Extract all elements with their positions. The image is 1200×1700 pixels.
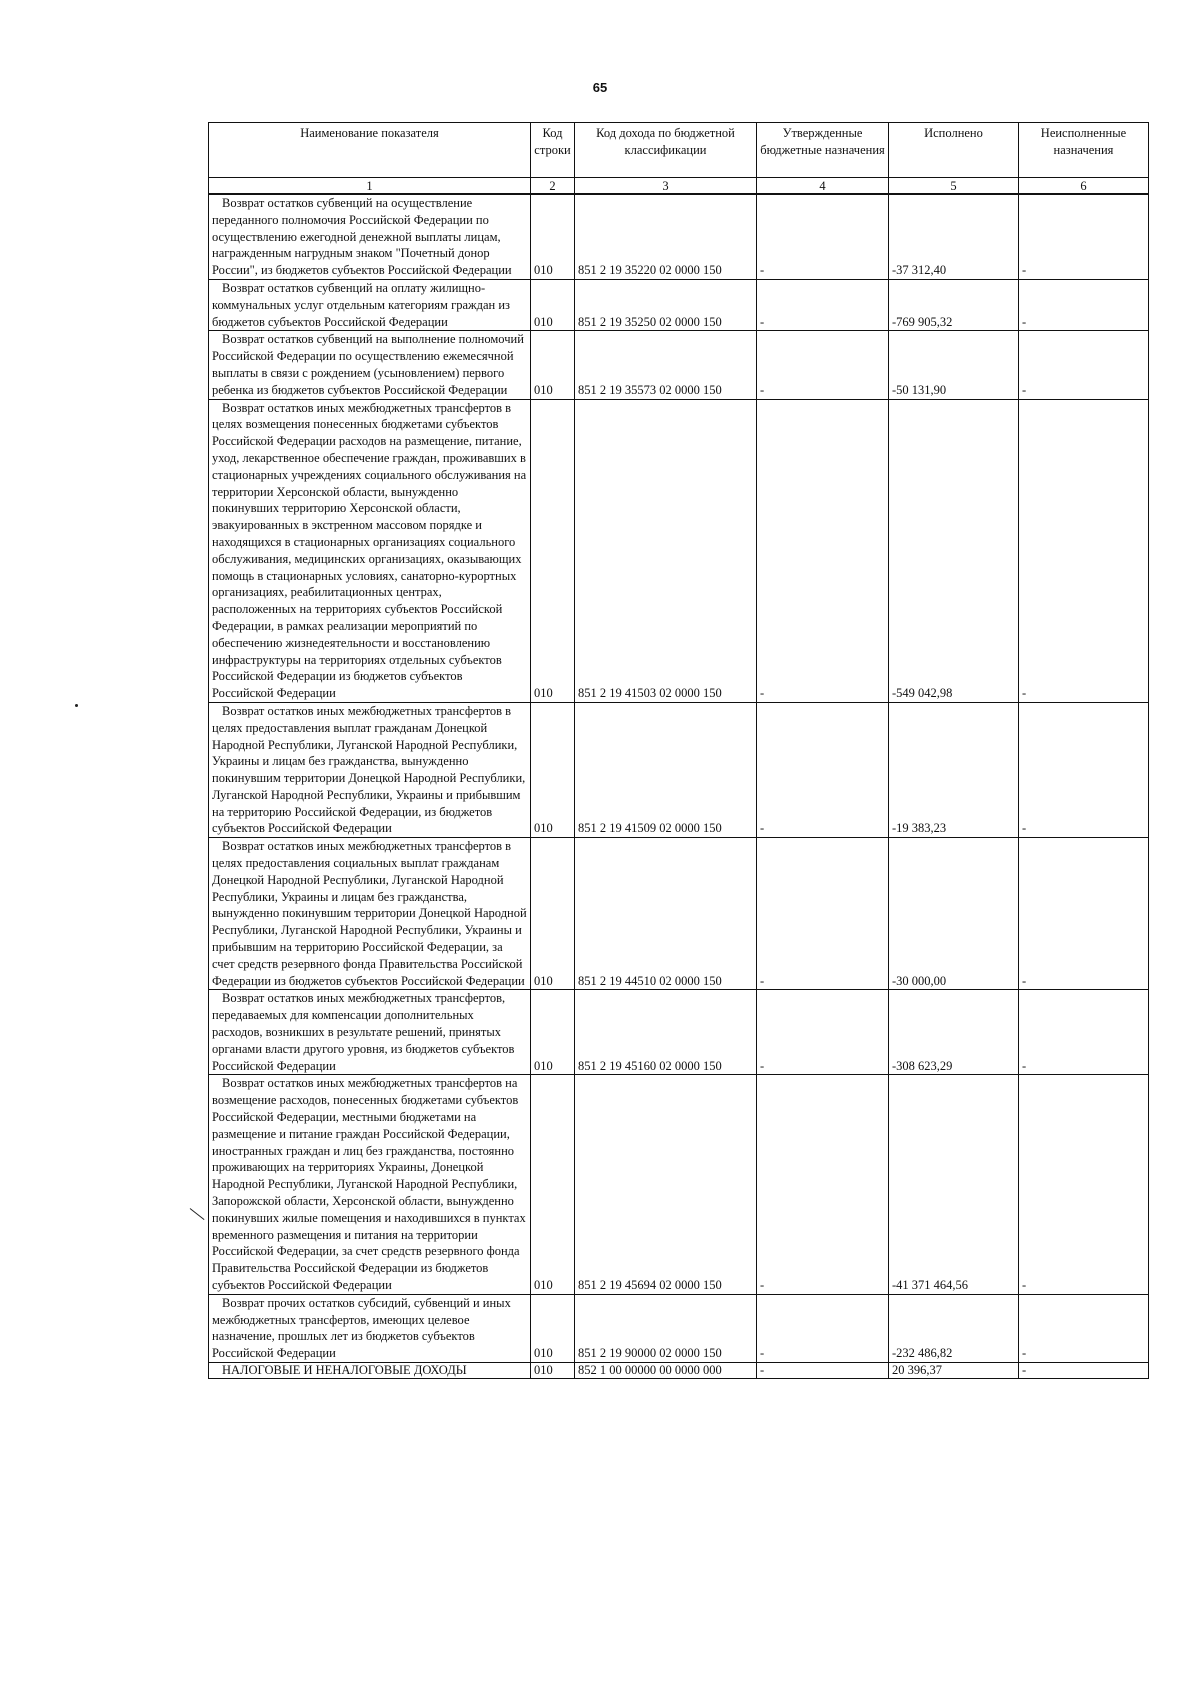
executed-amount: -308 623,29 — [889, 990, 1019, 1075]
column-number: 1 — [209, 178, 531, 195]
unexecuted-amount: - — [1019, 399, 1149, 702]
line-code: 010 — [531, 990, 575, 1075]
unexecuted-amount: - — [1019, 331, 1149, 399]
approved-amount: - — [757, 194, 889, 279]
unexecuted-amount: - — [1019, 702, 1149, 837]
line-code: 010 — [531, 1362, 575, 1378]
executed-amount: 20 396,37 — [889, 1362, 1019, 1378]
approved-amount: - — [757, 331, 889, 399]
header-executed: Исполнено — [889, 123, 1019, 178]
executed-amount: -19 383,23 — [889, 702, 1019, 837]
indicator-name: Возврат остатков субвенций на выполнение полномочий Российской Федерации по осуществлению ежемесячной выплаты в связи с рождением (усыновлением) первого ребенка из бюджетов субъектов Российской Федерации — [209, 331, 531, 399]
indicator-name: Возврат остатков иных межбюджетных трансфертов в целях предоставления социальных выплат гражданам Донецкой Народной Республики, Луганской Народной Республики, Украины и лицам без гражданства, вынужденно покинувшим территории Донецкой Народной Республики, Луганской Народной Республики, Украины и прибывшим на территорию Российской Федерации, за счет средств резервного фонда Правительства Российской Федерации из бюджетов субъектов Российской Федерации — [209, 838, 531, 990]
scan-artifact-dot — [75, 704, 78, 707]
unexecuted-amount: - — [1019, 194, 1149, 279]
unexecuted-amount: - — [1019, 1294, 1149, 1362]
approved-amount: - — [757, 702, 889, 837]
line-code: 010 — [531, 279, 575, 330]
executed-amount: -549 042,98 — [889, 399, 1019, 702]
column-number: 2 — [531, 178, 575, 195]
line-code: 010 — [531, 399, 575, 702]
budget-execution-table — [208, 122, 1149, 1379]
header-income-code: Код дохода по бюджетной классификации — [575, 123, 757, 178]
income-code: 851 2 19 35220 02 0000 150 — [575, 194, 757, 279]
approved-amount: - — [757, 1362, 889, 1378]
header-indicator-name: Наименование показателя — [209, 123, 531, 178]
indicator-name: Возврат остатков субвенций на осуществление переданного полномочия Российской Федерации по осуществлению ежегодной денежной выплаты лицам, награжденным нагрудным знаком "Почетный донор России", из бюджетов субъектов Российской Федерации — [209, 194, 531, 279]
column-number: 5 — [889, 178, 1019, 195]
table-row — [209, 194, 1149, 279]
income-code: 851 2 19 45160 02 0000 150 — [575, 990, 757, 1075]
indicator-name: Возврат остатков субвенций на оплату жилищно-коммунальных услуг отдельным категориям граждан из бюджетов субъектов Российской Федерации — [209, 279, 531, 330]
unexecuted-amount: - — [1019, 1075, 1149, 1294]
income-code: 851 2 19 41509 02 0000 150 — [575, 702, 757, 837]
table-row — [209, 1075, 1149, 1294]
header-approved: Утвержденные бюджетные назначения — [757, 123, 889, 178]
column-number: 4 — [757, 178, 889, 195]
line-code: 010 — [531, 838, 575, 990]
table-row — [209, 838, 1149, 990]
line-code: 010 — [531, 194, 575, 279]
executed-amount: -41 371 464,56 — [889, 1075, 1019, 1294]
executed-amount: -50 131,90 — [889, 331, 1019, 399]
header-line-code: Код строки — [531, 123, 575, 178]
table-row — [209, 702, 1149, 837]
column-number: 6 — [1019, 178, 1149, 195]
indicator-name: Возврат остатков иных межбюджетных трансфертов, передаваемых для компенсации дополнительных расходов, возникших в результате решений, принятых органами власти другого уровня, из бюджетов субъектов Российской Федерации — [209, 990, 531, 1075]
table-row — [209, 279, 1149, 330]
indicator-name: Возврат прочих остатков субсидий, субвенций и иных межбюджетных трансфертов, имеющих целевое назначение, прошлых лет из бюджетов субъектов Российской Федерации — [209, 1294, 531, 1362]
line-code: 010 — [531, 702, 575, 837]
table-row — [209, 331, 1149, 399]
scan-artifact-mark — [190, 1208, 205, 1220]
table-row — [209, 1294, 1149, 1362]
approved-amount: - — [757, 399, 889, 702]
approved-amount: - — [757, 1294, 889, 1362]
indicator-name: Возврат остатков иных межбюджетных трансфертов в целях предоставления выплат гражданам Донецкой Народной Республики, Луганской Народной Республики, Украины и лицам без гражданства, вынужденно покинувшим территории Донецкой Народной Республики, Луганской Народной Республики, Украины и прибывшим на территорию Российской Федерации, из бюджетов субъектов Российской Федерации — [209, 702, 531, 837]
indicator-name: НАЛОГОВЫЕ И НЕНАЛОГОВЫЕ ДОХОДЫ — [209, 1362, 531, 1378]
executed-amount: -232 486,82 — [889, 1294, 1019, 1362]
indicator-name: Возврат остатков иных межбюджетных трансфертов на возмещение расходов, понесенных бюджетами субъектов Российской Федерации, местными бюджетами на размещение и питание граждан Российской Федерации, иностранных граждан и лиц без гражданства, постоянно проживающих на территориях Украины, Донецкой Народной Республики, Луганской Народной Республики, Запорожской области, Херсонской области, вынужденно покинувших жилые помещения и находившихся в пунктах временного размещения и питания на территории Российской Федерации, за счет средств резервного фонда Правительства Российской Федерации из бюджетов субъектов Российской Федерации — [209, 1075, 531, 1294]
income-code: 851 2 19 44510 02 0000 150 — [575, 838, 757, 990]
approved-amount: - — [757, 1075, 889, 1294]
line-code: 010 — [531, 1294, 575, 1362]
line-code: 010 — [531, 331, 575, 399]
unexecuted-amount: - — [1019, 838, 1149, 990]
approved-amount: - — [757, 279, 889, 330]
approved-amount: - — [757, 990, 889, 1075]
executed-amount: -37 312,40 — [889, 194, 1019, 279]
executed-amount: -30 000,00 — [889, 838, 1019, 990]
income-code: 851 2 19 90000 02 0000 150 — [575, 1294, 757, 1362]
table-row — [209, 399, 1149, 702]
income-code: 851 2 19 35573 02 0000 150 — [575, 331, 757, 399]
executed-amount: -769 905,32 — [889, 279, 1019, 330]
approved-amount: - — [757, 838, 889, 990]
table-row — [209, 990, 1149, 1075]
column-number-row — [209, 178, 1149, 195]
income-code: 851 2 19 45694 02 0000 150 — [575, 1075, 757, 1294]
income-code: 852 1 00 00000 00 0000 000 — [575, 1362, 757, 1378]
table-row-total — [209, 1362, 1149, 1378]
header-row — [209, 123, 1149, 178]
income-code: 851 2 19 41503 02 0000 150 — [575, 399, 757, 702]
page-number: 65 — [592, 80, 608, 95]
unexecuted-amount: - — [1019, 990, 1149, 1075]
indicator-name: Возврат остатков иных межбюджетных трансфертов в целях возмещения понесенных бюджетами субъектов Российской Федерации расходов на размещение, питание, уход, лекарственное обеспечение граждан, проживавших в стационарных учреждениях социального обслуживания на территории Херсонской области, вынужденно покинувших территорию Херсонской области, эвакуированных в экстренном массовом порядке и находящихся в стационарных организациях социального обслуживания, медицинских организациях, оказывающих помощь в стационарных условиях, санаторно-курортных организациях, реабилитационных центрах, расположенных на территориях субъектов Российской Федерации, в рамках реализации мероприятий по обеспечению жизнедеятельности и восстановлению инфраструктуры на территориях отдельных субъектов Российской Федерации из бюджетов субъектов Российской Федерации — [209, 399, 531, 702]
line-code: 010 — [531, 1075, 575, 1294]
unexecuted-amount: - — [1019, 1362, 1149, 1378]
header-unexecuted: Неисполненные назначения — [1019, 123, 1149, 178]
column-number: 3 — [575, 178, 757, 195]
income-code: 851 2 19 35250 02 0000 150 — [575, 279, 757, 330]
unexecuted-amount: - — [1019, 279, 1149, 330]
